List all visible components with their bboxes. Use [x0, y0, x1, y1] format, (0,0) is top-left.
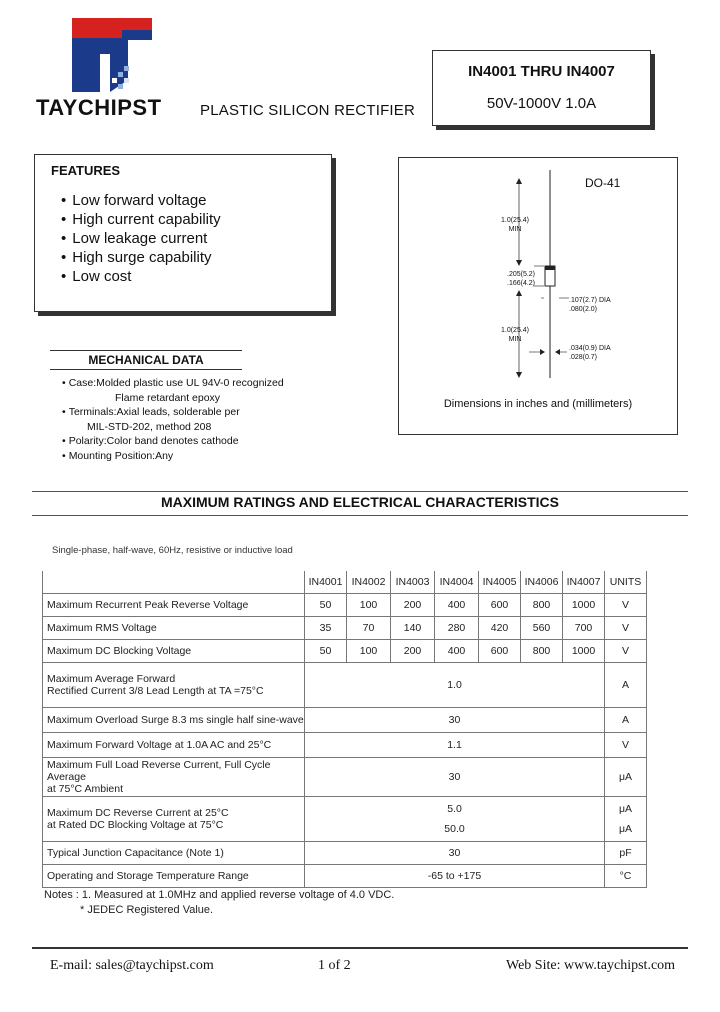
features-title: FEATURES [51, 163, 121, 178]
taychipst-logo [72, 18, 152, 92]
mechanical-item: • Case:Molded plastic use UL 94V-0 recognized [62, 376, 284, 391]
part-range: IN4001 THRU IN4007 [468, 63, 615, 80]
body-length: .205(5.2) .166(4.2) [507, 271, 536, 287]
mechanical-item: • Terminals:Axial leads, solderable per [62, 405, 284, 420]
footer-website[interactable]: Web Site: www.taychipst.com [506, 958, 676, 973]
column-header: IN4004 [435, 571, 479, 594]
note-jedec: * JEDEC Registered Value. [80, 904, 214, 916]
mechanical-item-continued: Flame retardant epoxy [115, 391, 221, 404]
table-row: Maximum Recurrent Peak Reverse Voltage 50 100 200 400 600 800 1000 V [43, 594, 647, 617]
table-row: Maximum RMS Voltage 35 70 140 280 420 560 700 V [43, 617, 647, 640]
feature-item: • High current capability [61, 210, 221, 229]
section-divider [32, 491, 688, 492]
footer-email[interactable]: E-mail: sales@taychipst.com [50, 958, 214, 973]
section-divider [32, 515, 688, 516]
column-header: IN4006 [521, 571, 563, 594]
table-row: Maximum Average Forward Rectified Current 3/8 Lead Length at TA =75°C 1.0 A [43, 663, 647, 708]
feature-item: • Low forward voltage [61, 191, 221, 210]
do41-outline-drawing [399, 158, 677, 434]
diagram-caption: Dimensions in inches and (millimeters) [443, 398, 633, 410]
table-row: Operating and Storage Temperature Range -65 to +175 °C [43, 865, 647, 888]
note-1: Notes : 1. Measured at 1.0MHz and applied reverse voltage of 4.0 VDC. [44, 889, 395, 901]
column-header: IN4005 [479, 571, 521, 594]
mechanical-data-list [62, 376, 284, 463]
notes [44, 888, 394, 918]
feature-item: • High surge capability [61, 248, 221, 267]
product-title: PLASTIC SILICON RECTIFIER [200, 102, 416, 119]
table-row: Maximum DC Reverse Current at 25°C at Rated DC Blocking Voltage at 75°C 5.0 50.0 μA μA [43, 797, 647, 842]
package-name: DO-41 [585, 176, 621, 190]
column-header: UNITS [605, 571, 647, 594]
table-row: Maximum Forward Voltage at 1.0A AC and 25°C 1.1 V [43, 733, 647, 758]
features-box [34, 154, 332, 312]
feature-item: • Low leakage current [61, 229, 221, 248]
lead-diameter: .034(0.9) DIA .028(0.7) [569, 345, 611, 361]
features-list [61, 191, 221, 286]
mechanical-item-continued: MIL-STD-202, method 208 [87, 420, 212, 433]
bottom-lead-length: 1.0(25.4) MIN [501, 327, 530, 343]
table-row: Maximum Full Load Reverse Current, Full Cycle Average at 75°C Ambient 30 μA [43, 758, 647, 797]
mechanical-item: • Mounting Position:Any [62, 449, 284, 464]
mechanical-item: • Polarity:Color band denotes cathode [62, 434, 284, 449]
package-diagram-box [398, 157, 678, 435]
part-number-box [432, 50, 651, 126]
footer-page-number: 1 of 2 [318, 958, 351, 973]
column-header: IN4002 [347, 571, 391, 594]
column-header: IN4007 [563, 571, 605, 594]
ratings-table [42, 571, 647, 888]
table-row: Maximum Overload Surge 8.3 ms single half sine-wave 30 A [43, 708, 647, 733]
table-header-row [43, 571, 647, 594]
feature-item: • Low cost [61, 267, 221, 286]
brand-name: TAYCHIPST [36, 95, 162, 120]
footer-divider [32, 947, 688, 949]
column-header: IN4003 [391, 571, 435, 594]
test-conditions: Single-phase, half-wave, 60Hz, resistive or inductive load [52, 545, 293, 556]
table-row: Maximum DC Blocking Voltage 50 100 200 400 600 800 1000 V [43, 640, 647, 663]
mechanical-data-title: MECHANICAL DATA [50, 350, 242, 370]
voltage-current-rating: 50V-1000V 1.0A [486, 95, 597, 112]
ratings-section-title: MAXIMUM RATINGS AND ELECTRICAL CHARACTERISTICS [161, 494, 559, 510]
column-header: IN4001 [305, 571, 347, 594]
body-diameter: .107(2.7) DIA .080(2.0) [569, 297, 611, 313]
top-lead-length: 1.0(25.4) MIN [501, 217, 530, 233]
table-row: Typical Junction Capacitance (Note 1) 30 pF [43, 842, 647, 865]
